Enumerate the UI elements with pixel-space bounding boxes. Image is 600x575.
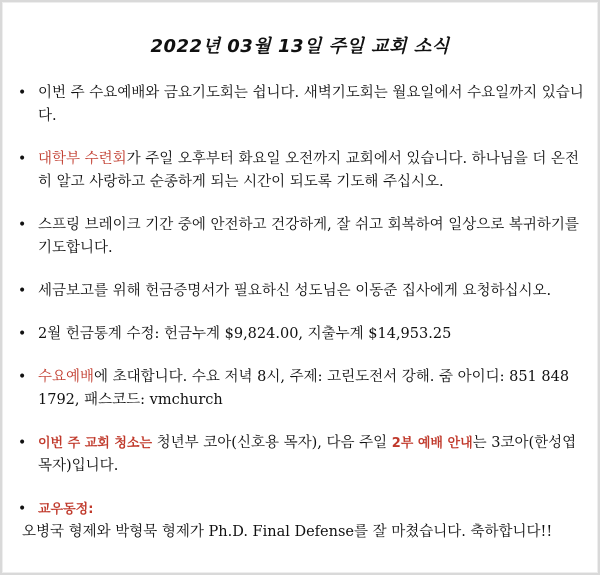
announcement-text: 오병국 형제와 박형묵 형제가 Ph.D. Final Defense를 잘 마쳤습니다. 축하합니다!! (22, 524, 553, 540)
announcement-text: 스프링 브레이크 기간 중에 안전하고 건강하게, 잘 쉬고 회복하여 일상으로 복귀하기를 기도합니다. (38, 217, 579, 256)
list-item (18, 323, 590, 346)
highlight-text: 수요예배 (38, 369, 95, 385)
page-title: 2022년 03월 13일 주일 교회 소식 (150, 36, 450, 57)
announcement-list (18, 82, 590, 564)
bullet-icon: • (18, 217, 27, 233)
list-item (18, 148, 590, 194)
list-item (18, 366, 590, 412)
bullet-icon: • (18, 501, 27, 517)
announcement-text: 가 주일 오후부터 화요일 오전까지 교회에서 있습니다. 하나님을 더 온전히 알고 사랑하고 순종하게 되는 시간이 되도록 기도해 주십시오. (38, 151, 579, 190)
bullet-icon: • (18, 326, 27, 342)
highlight-text-2: 2부 예배 안내 (391, 436, 473, 451)
bullet-icon: • (18, 369, 27, 385)
list-item (18, 432, 590, 478)
list-item (18, 498, 590, 544)
bullet-icon: • (18, 85, 27, 101)
announcement-text: 이번 주 수요예배와 금요기도회는 쉽니다. 새벽기도회는 월요일에서 수요일까지 있습니다. (38, 85, 584, 124)
announcement-text: 청년부 코아(신호용 목자), 다음 주일 (152, 435, 392, 451)
announcement-text: 2월 헌금통계 수정: 헌금누계 $9,824.00, 지출누계 $14,953.25 (38, 326, 452, 342)
list-item (18, 82, 590, 128)
announcement-text: 세금보고를 위해 헌금증명서가 필요하신 성도님은 이동준 집사에게 요청하십시오. (38, 283, 552, 299)
list-item (18, 280, 590, 303)
highlight-text: 이번 주 교회 청소는 (38, 436, 153, 451)
list-item (18, 214, 590, 260)
bullet-icon: • (18, 283, 27, 299)
bullet-icon: • (18, 435, 27, 451)
announcement-text-2: 는 3코아(한성엽 목자)입니다. (38, 435, 577, 474)
highlight-text: 대학부 수련회 (38, 151, 127, 167)
highlight-text: 교우동정: (38, 502, 94, 517)
bullet-icon: • (18, 151, 27, 167)
announcement-text: 에 초대합니다. 수요 저녁 8시, 주제: 고린도전서 강해. 줌 아이디: 851 848 1792, 패스코드: vmchurch (38, 369, 570, 408)
